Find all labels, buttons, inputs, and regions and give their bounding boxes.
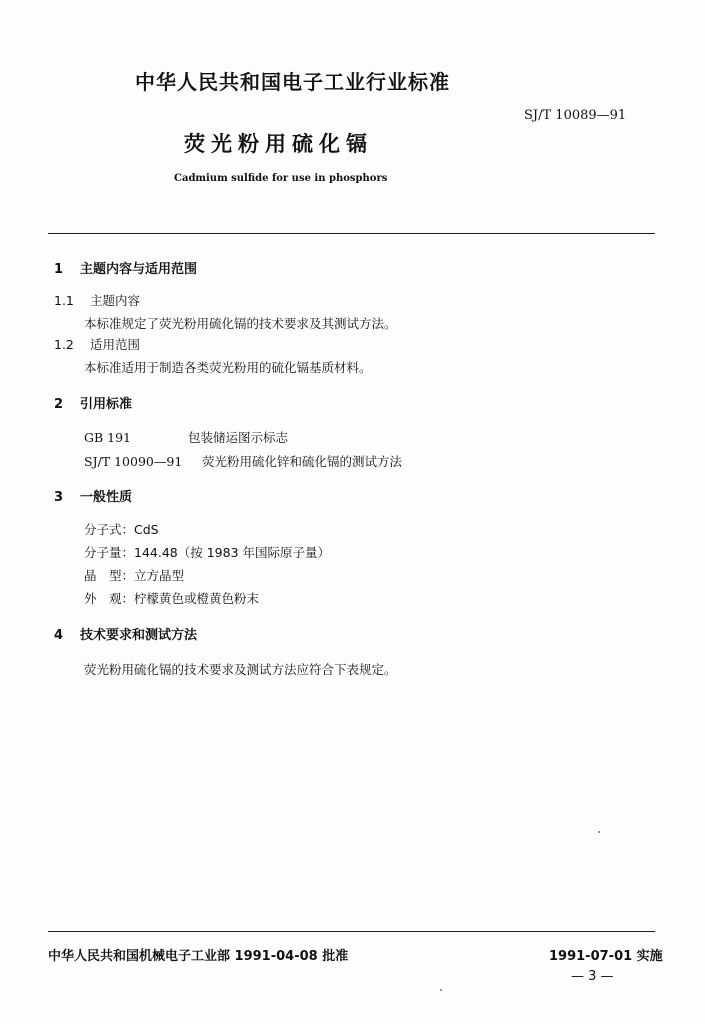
section-2-heading xyxy=(54,393,132,412)
issuing-body-title: 中华人民共和国电子工业行业标准 xyxy=(135,70,450,94)
subsection-number: 1.1 xyxy=(54,293,74,308)
implementation-date: 1991-07-01 实施 xyxy=(549,949,663,964)
subsection-1-1-heading xyxy=(54,291,140,309)
section-title: 引用标准 xyxy=(80,397,133,412)
document-subtitle-english: Cadmium sulfide for use in phosphors xyxy=(174,173,388,184)
subsection-1-2-heading xyxy=(54,335,140,353)
subsection-number: 1.2 xyxy=(54,337,74,352)
footer-divider xyxy=(48,931,655,932)
property-molecular-weight: 分子量：144.48（按 1983 年国际原子量） xyxy=(84,545,330,560)
document-title: 荧光粉用硫化镉 xyxy=(184,132,373,156)
scan-speck xyxy=(598,831,600,833)
reference-row xyxy=(84,452,402,470)
approval-statement: 中华人民共和国机械电子工业部 1991-04-08 批准 xyxy=(48,949,349,964)
section-number: 2 xyxy=(54,397,64,412)
section-3-heading xyxy=(54,486,132,505)
property-crystal-type: 晶 型：立方晶型 xyxy=(84,568,185,583)
section-number: 1 xyxy=(54,262,64,277)
subsection-1-2-text: 本标准适用于制造各类荧光粉用的硫化镉基质材料。 xyxy=(84,360,372,375)
subsection-title: 主题内容 xyxy=(90,293,141,308)
section-4-heading xyxy=(54,624,197,643)
standard-code: SJ/T 10089—91 xyxy=(524,108,627,123)
section-1-heading xyxy=(54,258,197,277)
section-title: 主题内容与适用范围 xyxy=(80,262,198,277)
section-4-text: 荧光粉用硫化镉的技术要求及测试方法应符合下表规定。 xyxy=(84,662,397,677)
subsection-title: 适用范围 xyxy=(90,337,141,352)
section-title: 技术要求和测试方法 xyxy=(80,628,198,643)
subsection-1-1-text: 本标准规定了荧光粉用硫化镉的技术要求及其测试方法。 xyxy=(84,316,397,331)
header-divider xyxy=(48,233,655,234)
reference-code: GB 191 xyxy=(84,430,132,445)
property-appearance: 外 观：柠檬黄色或橙黄色粉末 xyxy=(84,591,260,606)
reference-title: 包装储运图示标志 xyxy=(188,430,289,445)
page-number: — 3 — xyxy=(571,969,614,984)
section-number: 3 xyxy=(54,490,64,505)
scan-speck xyxy=(440,989,442,991)
property-molecular-formula: 分子式：CdS xyxy=(84,522,159,537)
reference-title: 荧光粉用硫化锌和硫化镉的测试方法 xyxy=(202,454,403,469)
reference-row xyxy=(84,428,288,446)
section-title: 一般性质 xyxy=(80,490,133,505)
section-number: 4 xyxy=(54,628,64,643)
reference-code: SJ/T 10090—91 xyxy=(84,454,183,469)
